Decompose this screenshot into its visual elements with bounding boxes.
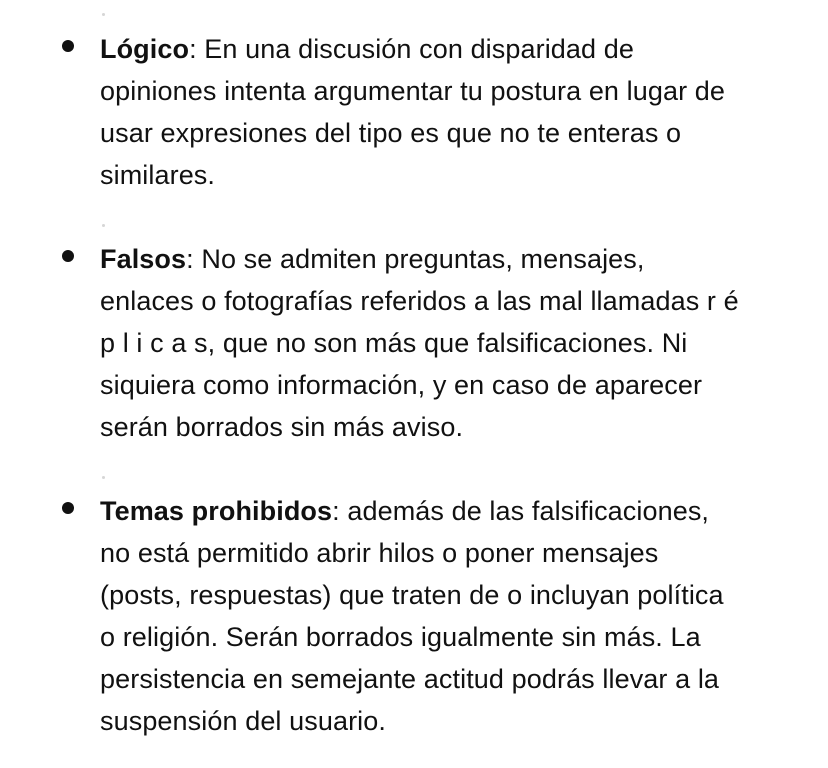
- rule-description: : además de las falsificaciones, no está permitido abrir hilos o poner mensajes (posts, respuestas) que traten de o incluyan política o religión. Serán borrados igualmente sin más. La persistencia en semejante actitud podrás llevar a la suspensión del usuario.: [100, 496, 724, 736]
- rule-text: [100, 490, 812, 742]
- rule-term: Falsos: [100, 244, 187, 274]
- rule-description: : No se admiten preguntas, mensajes, enlaces o fotografías referidos a las mal llamadas r é p l i c a s, que no son más que falsificaciones. Ni siquiera como información, y en caso de aparecer serán borrados sin más aviso.: [100, 244, 739, 442]
- separator-dot: [102, 13, 105, 16]
- rule-term: Temas prohibidos: [100, 496, 333, 526]
- separator-dot: [102, 476, 105, 479]
- bullet-icon: [62, 502, 74, 514]
- bullet-icon: [62, 40, 74, 52]
- rule-term: Lógico: [100, 34, 190, 64]
- rule-text: [100, 238, 812, 448]
- bullet-icon: [62, 250, 74, 262]
- rule-description: : En una discusión con disparidad de opiniones intenta argumentar tu postura en lugar de usar expresiones del tipo es que no te enteras o similares.: [100, 34, 726, 190]
- separator-dot: [102, 224, 105, 227]
- rule-text: [100, 28, 812, 196]
